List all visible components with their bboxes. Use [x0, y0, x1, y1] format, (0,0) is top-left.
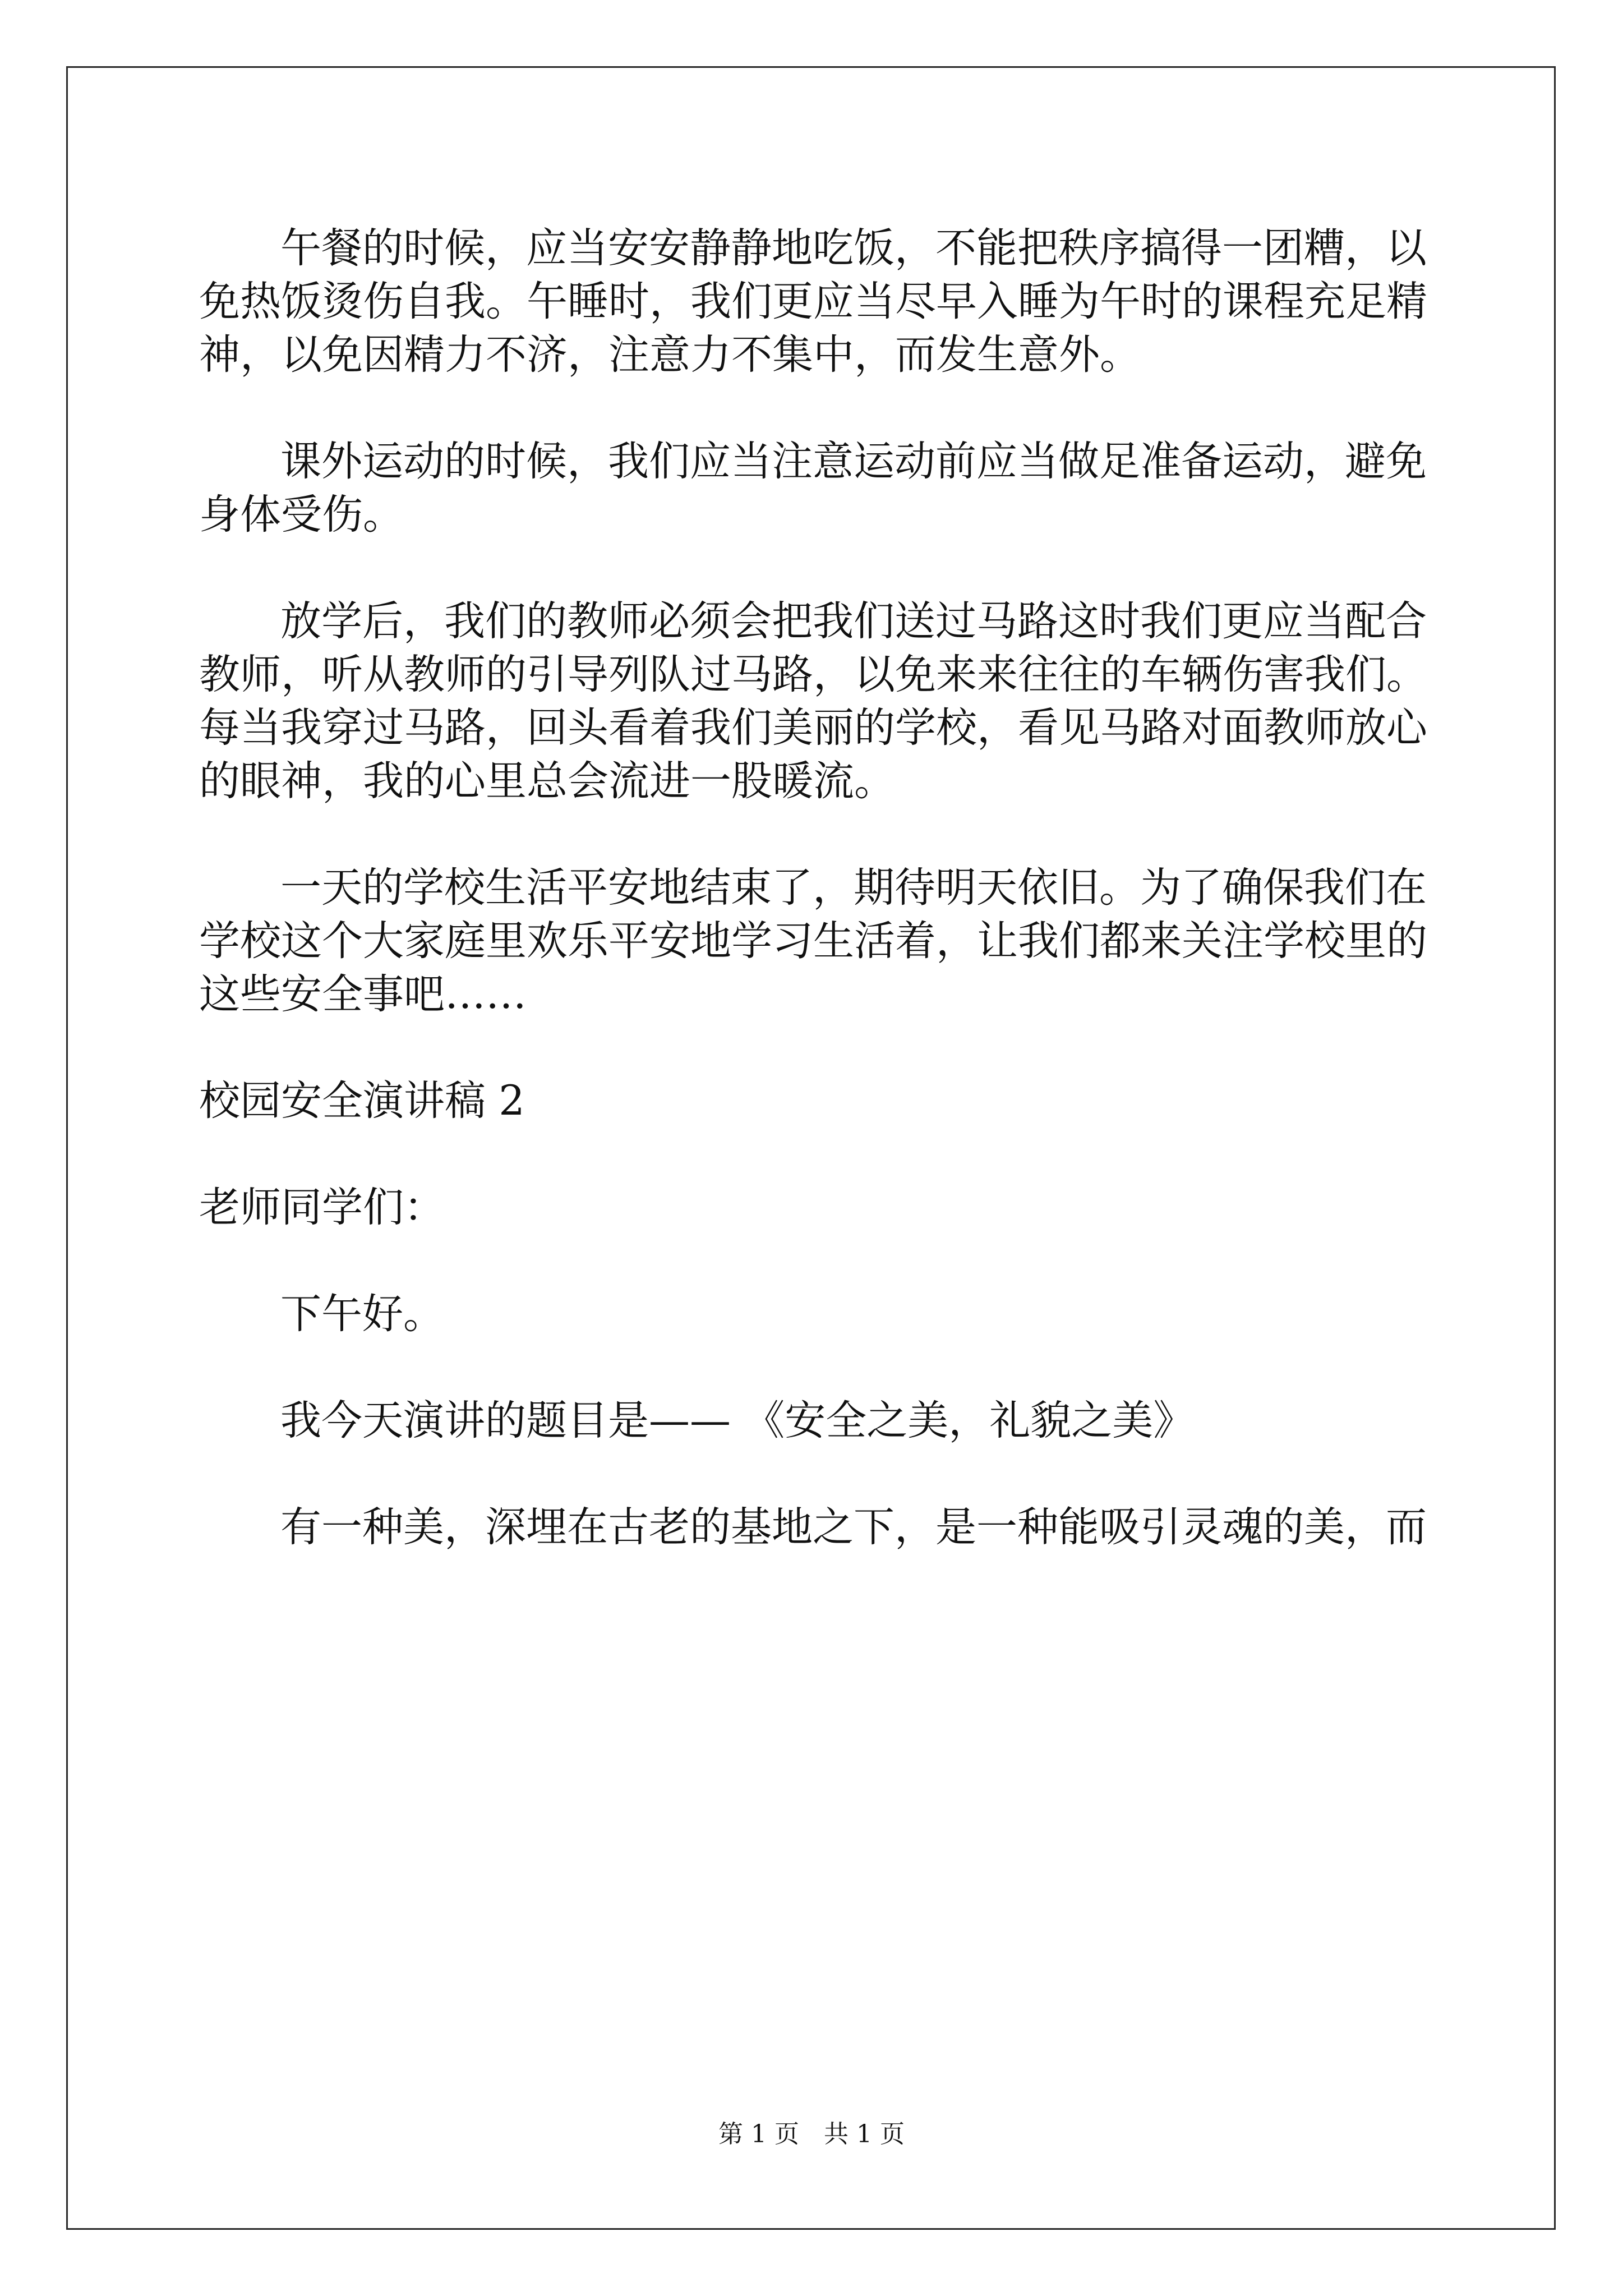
speech-title-line: 我今天演讲的题目是—— 《安全之美，礼貌之美》	[280, 1397, 1195, 1444]
text-line: 免热饭烫伤自我。午睡时，我们更应当尽早入睡为午时的课程充足精	[199, 278, 1427, 325]
text-line: 午餐的时候，应当安安静静地吃饭，不能把秩序搞得一团糟，以	[280, 224, 1427, 272]
text-line: 一天的学校生活平安地结束了，期待明天依旧。为了确保我们在	[280, 864, 1427, 912]
text-line: 神，以免因精力不济，注意力不集中，而发生意外。	[199, 331, 1141, 379]
text-line: 每当我穿过马路，回头看着我们美丽的学校，看见马路对面教师放心	[199, 704, 1427, 752]
text-line: 学校这个大家庭里欢乐平安地学习生活着，让我们都来关注学校里的	[199, 917, 1427, 965]
page-footer: 第 1 页 共 1 页	[718, 2120, 905, 2148]
text-line: 身体受伤。	[199, 491, 404, 539]
text-line: 这些安全事吧……	[199, 970, 527, 1018]
greeting: 下午好。	[280, 1290, 444, 1338]
text-line: 放学后，我们的教师必须会把我们送过马路这时我们更应当配合	[280, 597, 1427, 645]
text-line: 有一种美，深埋在古老的基地之下，是一种能吸引灵魂的美，而	[280, 1503, 1427, 1551]
salutation: 老师同学们：	[199, 1184, 445, 1231]
text-line: 教师，听从教师的引导列队过马路，以免来来往往的车辆伤害我们。	[199, 651, 1427, 698]
section-heading: 校园安全演讲稿 2	[199, 1077, 525, 1125]
text-line: 课外运动的时候，我们应当注意运动前应当做足准备运动，避免	[280, 438, 1427, 485]
text-line: 的眼神，我的心里总会流进一股暖流。	[199, 757, 895, 805]
document-body	[199, 222, 1427, 1554]
